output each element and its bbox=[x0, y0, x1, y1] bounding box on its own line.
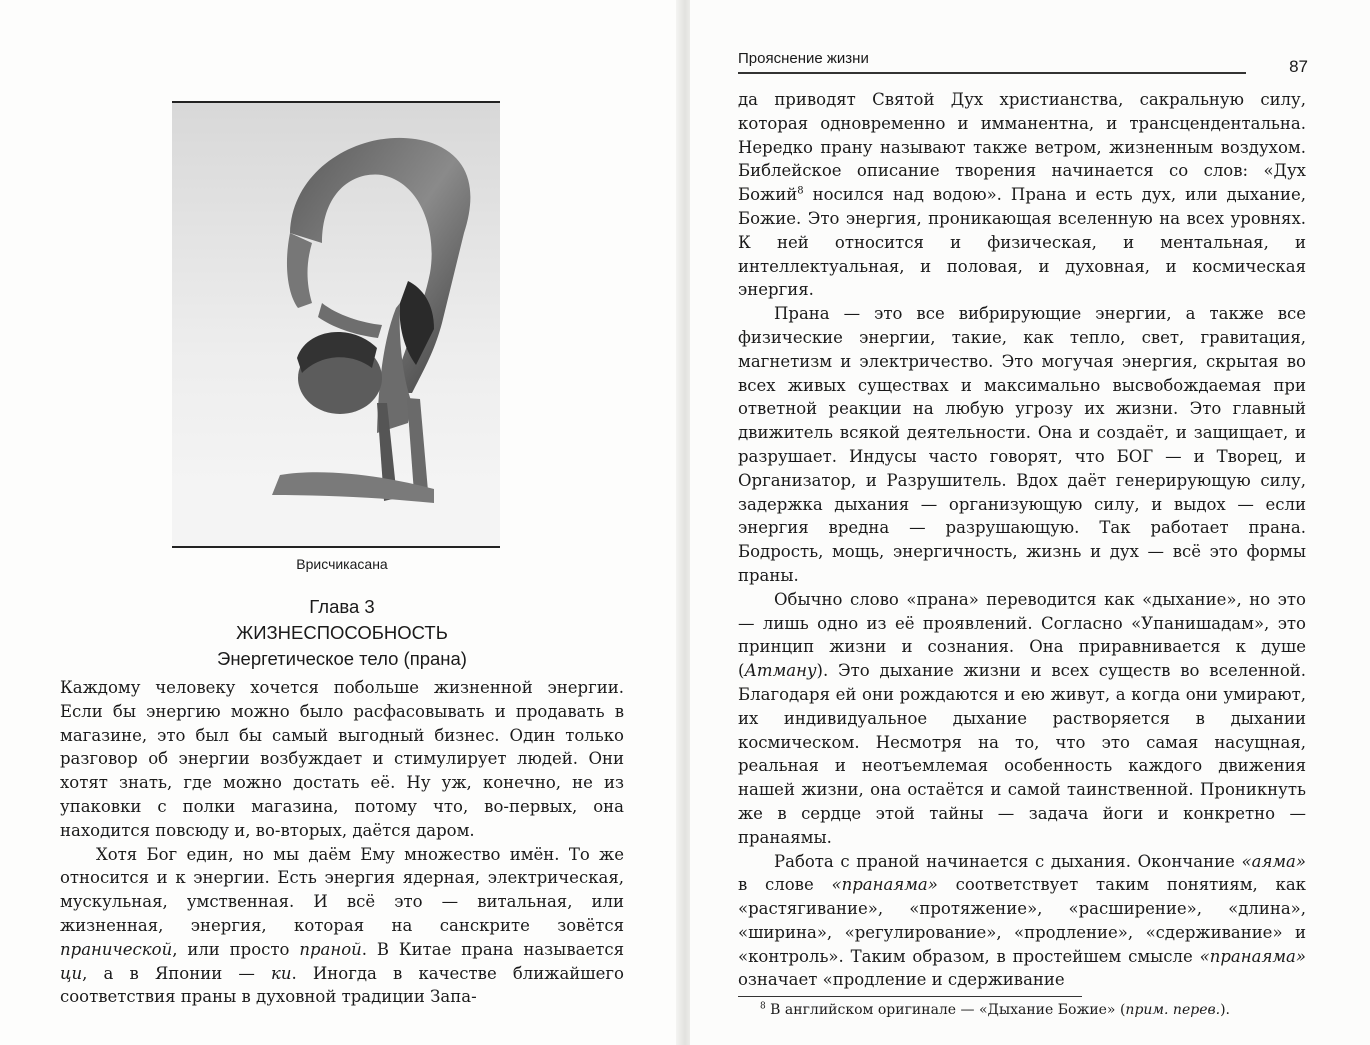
right-paragraph-1 bbox=[738, 88, 1306, 302]
emphasis: «пранаяма» bbox=[831, 875, 938, 895]
text-run: Работа с праной начинается с дыхания. Окончание bbox=[774, 851, 1242, 871]
text-run: , или просто bbox=[172, 939, 300, 959]
text-run: Хотя Бог един, но мы даём Ему множество имён. То же относится и к энергии. Есть энергия ядерная, электрическая, мускульная, умственная. И всё это — витальная, или жизненная, энергия, которая на санскрите зовётся bbox=[60, 844, 624, 935]
emphasis: прим. перев. bbox=[1125, 1002, 1221, 1018]
photo-caption: Врисчикасана bbox=[296, 556, 388, 572]
emphasis: «пранаяма» bbox=[1199, 946, 1306, 966]
emphasis: пранической bbox=[60, 939, 173, 959]
text-run: ). Это дыхание жизни и всех существ во вселенной. Благодаря ей они рождаются и ею живут, а когда они умирают, их индивидуальное дыхание растворяется в дыхании космическом. Несмотря на то, что это самая насущная, реальная и неотъемлемая особенность каждого движения нашей жизни, она остаётся и самой таинственной. Проникнуть же в сердце этой тайны — задача йоги и конкретно — пранаямы. bbox=[738, 661, 1306, 847]
emphasis: праной bbox=[299, 939, 362, 959]
right-paragraph-2: Прана — это все вибрирующие энергии, а также все физические энергии, такие, как тепло, свет, гравитация, магнетизм и электричество. Это могучая энергия, скрытая во всех живых существах и максимально высвобождаемая при ответной реакции на любую угрозу их жизни. Это главный движитель всякой деятельности. Она и создаёт, и защищает, и разрушает. Индусы часто говорят, что БОГ — и Творец, и Организатор, и Разрушитель. Вдох даёт генерирующую силу, задержка дыхания — организующую силу, и выдох — если энергия вредна — разрушающую. Так работает прана. Бодрость, мощь, энергичность, жизнь и дух — всё это формы праны. bbox=[738, 304, 1306, 585]
footnote-rule bbox=[738, 996, 1082, 997]
text-run: носился над водою». Прана и есть дух, или дыхание, Божие. Это энергия, проникающая вселенную на всех уровнях. К ней относится и физическая, и ментальная, и интеллектуальная, и половая, и духовная, и космическая энергия. bbox=[738, 185, 1306, 300]
footnote-ref: 8 bbox=[797, 185, 804, 197]
header-rule bbox=[738, 72, 1246, 74]
page-number: 87 bbox=[1289, 57, 1308, 76]
left-body-text bbox=[60, 676, 624, 1009]
footnote-number: 8 bbox=[760, 1001, 766, 1012]
text-run: соответствует таким понятиям, как «растягивание», «протяжение», «расширение», «длина», «ширина», «регулирование», «продление», «сдерживание» и «контроль». Таким образом, в простейшем смысле bbox=[738, 875, 1306, 966]
text-run: . Иногда в качестве ближайшего соответствия праны в духовной традиции Запа- bbox=[60, 963, 624, 1007]
photo-bottom-rule bbox=[172, 546, 500, 548]
emphasis: Атману bbox=[744, 661, 817, 681]
text-run: в слове bbox=[738, 875, 832, 895]
emphasis: ки bbox=[271, 963, 292, 983]
text-run: , а в Японии — bbox=[82, 963, 272, 983]
chapter-number: Глава 3 bbox=[309, 596, 375, 617]
text-run: В английском оригинале — «Дыхание Божие» ( bbox=[765, 1002, 1126, 1018]
right-paragraph-3 bbox=[738, 588, 1306, 850]
text-run: Обычно слово «прана» переводится как «дыхание», но это — лишь одно из её проявлений. Согласно «Упанишадам», это принцип жизни и сознания. Она приравнивается к душе ( bbox=[738, 589, 1306, 681]
right-body-text bbox=[738, 88, 1306, 992]
yoga-pose-photo bbox=[172, 103, 500, 546]
right-paragraph-4 bbox=[738, 850, 1306, 993]
text-run: да приводят Святой Дух христианства, сакральную силу, которая одновременно и имманентна, и трансцендентальна. Нередко прану называют также ветром, жизненным воздухом. Библейское описание творения начинается со слов: «Дух Божий bbox=[738, 90, 1306, 205]
left-paragraph-1: Каждому человеку хочется побольше жизненной энергии. Если бы энергию можно было расфасовывать и продавать в магазине, это был бы самый выгодный бизнес. Один только разговор об энергии возбуждает и стимулирует людей. Они хотят знать, где можно достать её. Ну уж, конечно, не из упаковки с полки магазина, потому что, во-первых, она находится повсюду и, во-вторых, даётся даром. bbox=[60, 678, 624, 840]
emphasis: «аяма» bbox=[1241, 851, 1306, 871]
chapter-title: ЖИЗНЕСПОСОБНОСТЬ bbox=[236, 622, 448, 643]
text-run: означает «продление и сдерживание bbox=[738, 970, 1065, 990]
left-paragraph-2 bbox=[60, 843, 624, 1010]
chapter-subtitle: Энергетическое тело (прана) bbox=[217, 648, 467, 669]
text-run: ). bbox=[1220, 1002, 1230, 1018]
footnote bbox=[760, 1001, 1230, 1019]
emphasis: ци bbox=[60, 963, 83, 983]
running-head: Прояснение жизни bbox=[738, 50, 869, 67]
text-run: . В Китае прана называется bbox=[361, 939, 624, 959]
